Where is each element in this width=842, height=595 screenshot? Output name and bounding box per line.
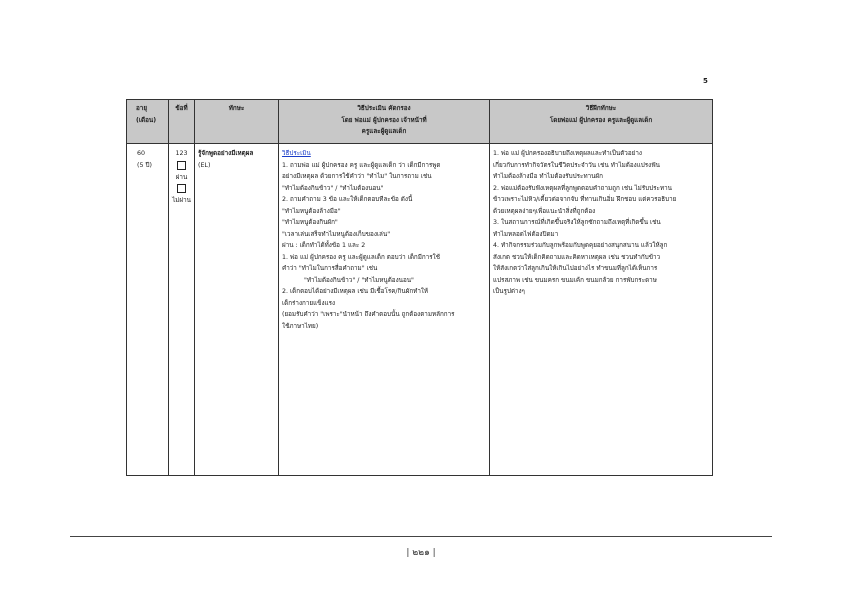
method-cell (279, 144, 490, 476)
table-row (127, 144, 713, 476)
promote-text-line: ด้วยเหตุผลง่ายๆเพื่อแนะนำสิ่งที่ถูกต้อง (493, 207, 596, 215)
header-item: ข้อที่ (169, 100, 195, 144)
method-text-line: ผ่าน : เด็กทำได้ทั้งข้อ 1 และ 2 (282, 242, 366, 249)
page-number: 5 (703, 77, 708, 85)
promote-cell (490, 144, 713, 476)
method-text-line: "ทำไมหนูต้องล้างมือ" (282, 207, 341, 215)
method-text-line: เด็กร่างกายแข็งแรง (282, 299, 336, 307)
promote-text-line: เป็นรูปต่างๆ (493, 288, 525, 295)
pass-checkbox[interactable] (177, 161, 186, 170)
header-promote (490, 100, 713, 144)
assessment-table (126, 99, 713, 476)
promote-text-line: ข้าวเพราะไม่หิว/เคี้ยวต่อจากจับ ที่ทานเกินอิ่ม ฝึกชอบ แต่ควรอธิบาย (493, 196, 677, 203)
method-text-line: 2. ถามคำถาม 3 ข้อ และให้เด็กตอบทีละข้อ ดังนี้ (282, 196, 413, 203)
header-promote-line: วิธีฝึกทักษะ (585, 105, 617, 112)
method-text-line: "ทำไมต้องกินข้าว" / "ทำไมต้องนอน" (282, 184, 384, 192)
skill-code: (EL) (198, 161, 211, 169)
method-lines (282, 160, 486, 275)
method-text-line: 1. พ่อ แม่ ผู้ปกครอง ครู และผู้ดูแลเด็ก ตอบว่า เด็กมีการใช้ (282, 253, 440, 261)
method-text-line: 2. เด็กตอบได้อย่างมีเหตุผล เช่น มีเชื้อโรค/กินผักทำให้ (282, 288, 429, 295)
header-method-line: วิธีประเมิน คัดกรอง (357, 105, 411, 112)
promote-text-line: 1. พ่อ แม่ ผู้ปกครองอธิบายถึงเหตุผลและทำเป็นตัวอย่าง (493, 150, 642, 157)
promote-text-line: เกี่ยวกับการทำกิจวัตรในชีวิตประจำวัน เช่น ทำไมต้องแปรงฟัน (493, 161, 660, 169)
age-cell (127, 144, 169, 476)
header-age-line: (เดือน) (136, 116, 157, 124)
footer-page-number: | ๒๒๑ | (406, 548, 436, 558)
method-text-line: คำว่า "ทำไมในการสื่อคำถาม" เช่น (282, 265, 378, 272)
promote-text-line: 4. ทำกิจกรรมร่วมกับลูกพร้อมกับพูดคุยอย่างสนุกสนาน แล้วให้ลูก (493, 242, 668, 249)
skill-name: รู้จักพูดอย่างมีเหตุผล (198, 150, 254, 157)
method-indent-line: "ทำไมต้องกินข้าว" / "ทำไมหนูต้องนอน" (304, 276, 414, 284)
pass-label: ผ่าน (175, 173, 188, 181)
skill-cell (195, 144, 279, 476)
fail-label: ไม่ผ่าน (172, 197, 191, 204)
method-text-line: 1. ถามพ่อ แม่ ผู้ปกครอง ครู และผู้ดูแลเด็ก ว่า เด็กมีการพูด (282, 161, 441, 169)
method-text-line: อย่างมีเหตุผล ด้วยการใช้คำว่า "ทำไม" ในการถาม เช่น (282, 173, 432, 180)
promote-text-line: 3. ในสถานการณ์ที่เกิดขึ้นจริงให้ลูกซักถามถึงเหตุที่เกิดขึ้น เช่น (493, 219, 661, 226)
promote-text-line: ทำไมต้องล้างมือ ทำไมต้องรับประทานผัก (493, 173, 603, 180)
item-cell (169, 144, 195, 476)
method-text-line: "ทำไมหนูต้องกินผัก" (282, 219, 338, 226)
header-method (279, 100, 490, 144)
promote-lines (493, 148, 709, 298)
header-skill: ทักษะ (195, 100, 279, 144)
fail-checkbox[interactable] (177, 184, 186, 193)
item-number: 123 (175, 150, 188, 157)
promote-text-line: แปรสภาพ เช่น ขนมครก ขนมเค้ก ขนมกล้วย การพับกระดาษ (493, 276, 657, 284)
promote-text-line: สังเกต ชวนให้เด็กคิดถามและคิดหาเหตุผล เช่น ชวนทำกับข้าว (493, 253, 661, 261)
method-text-line: ใช้ภาษาไทย) (282, 322, 319, 330)
header-promote-line: โดยพ่อแม่ ผู้ปกครอง ครูและผู้ดูแลเด็ก (549, 116, 653, 124)
header-method-line: ครูและผู้ดูแลเด็ก (361, 128, 407, 135)
header-age-line: อายุ (136, 105, 148, 112)
promote-text-line: ให้สังเกตว่าใส่ลูกเกินให้เกินไปอย่างไร ทำขนมที่ลูกได้เห็นการ (493, 265, 658, 272)
header-age (127, 100, 169, 144)
footer-rule (70, 536, 772, 537)
header-method-line: โดย พ่อแม่ ผู้ปกครอง เจ้าหน้าที่ (341, 116, 427, 124)
age-months: 60 (137, 150, 146, 157)
age-years: (5 ปี) (137, 161, 152, 169)
method-heading: วิธีประเมิน (282, 150, 311, 157)
promote-text-line: 2. พ่อแม่ต้องรับฟังเหตุผลที่ลูกพูดตอบคำถามถูก เช่น ไม่รับประทาน (493, 184, 672, 192)
method-text-line: "เวลาเล่นเสร็จทำไมหนูต้องเก็บของเล่น" (282, 230, 391, 238)
method-lines-after (282, 286, 486, 332)
method-text-line: (ยอมรับคำว่า "เพราะ"นำหน้า ถึงคำตอบนั้น ถูกต้องตามหลักการ (282, 311, 455, 318)
promote-text-line: ทำไมหลอดไฟต้องปิดมา (493, 230, 559, 238)
